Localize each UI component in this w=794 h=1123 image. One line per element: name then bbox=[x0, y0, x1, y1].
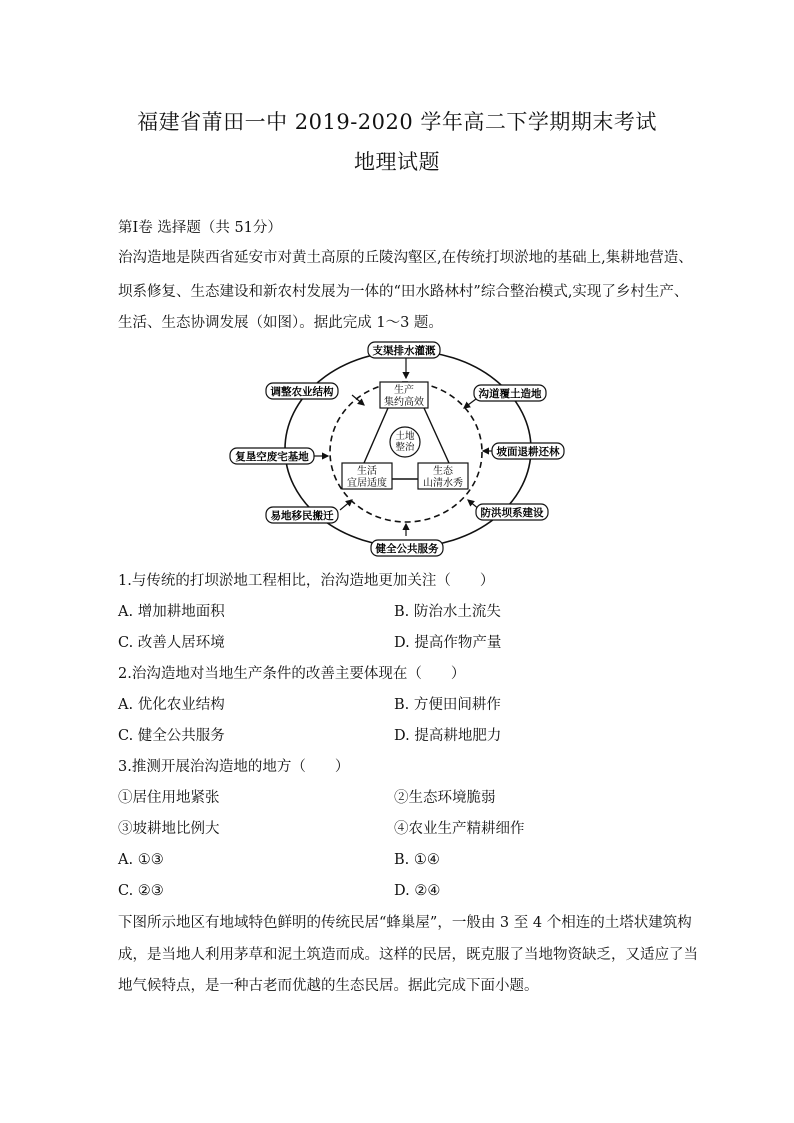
svg-text:宜居适度: 宜居适度 bbox=[347, 478, 387, 489]
label-bottom bbox=[371, 540, 443, 556]
label-right bbox=[492, 443, 564, 459]
question-1-option-d: D. 提高作物产量 bbox=[394, 635, 502, 651]
label-top-right bbox=[474, 385, 546, 401]
question-3-statement-3: ③坡耕地比例大 bbox=[118, 821, 220, 837]
question-2-option-d: D. 提高耕地肥力 bbox=[394, 728, 502, 744]
label-bottom-right bbox=[476, 504, 548, 520]
question-3-statement-1: ①居住用地紧张 bbox=[118, 790, 220, 806]
svg-text:山清水秀: 山清水秀 bbox=[423, 478, 463, 489]
passage1-line-3: 生活、生态协调发展（如图）。据此完成 1～3 题。 bbox=[118, 315, 443, 331]
question-3-option-d: D. ②④ bbox=[394, 883, 441, 899]
question-3-statement-4: ④农业生产精耕细作 bbox=[394, 821, 525, 837]
question-2-option-b: B. 方便田间耕作 bbox=[394, 697, 501, 713]
land-consolidation-diagram bbox=[228, 338, 568, 560]
question-1-option-b: B. 防治水土流失 bbox=[394, 604, 501, 620]
box-production bbox=[380, 382, 428, 408]
svg-text:生态: 生态 bbox=[433, 466, 453, 477]
question-3-option-b: B. ①④ bbox=[394, 852, 440, 868]
svg-text:集约高效: 集约高效 bbox=[384, 397, 424, 408]
question-2-option-c: C. 健全公共服务 bbox=[118, 728, 225, 744]
section-heading: 第Ⅰ卷 选择题（共 51分） bbox=[118, 220, 282, 236]
passage2-line-3: 地气候特点，是一种古老而优越的生态民居。据此完成下面小题。 bbox=[118, 978, 539, 994]
label-top bbox=[368, 342, 440, 358]
label-left bbox=[230, 448, 314, 464]
box-ecology bbox=[418, 463, 468, 489]
svg-text:土地: 土地 bbox=[395, 431, 415, 442]
svg-text:调整农业结构: 调整农业结构 bbox=[270, 386, 334, 398]
exam-subtitle: 地理试题 bbox=[354, 150, 440, 174]
svg-text:复垦空废宅基地: 复垦空废宅基地 bbox=[235, 451, 309, 463]
question-1-option-c: C. 改善人居环境 bbox=[118, 635, 225, 651]
question-1-stem: 1.与传统的打坝淤地工程相比，治沟造地更加关注（ ） bbox=[118, 573, 495, 589]
question-1-option-a: A. 增加耕地面积 bbox=[118, 604, 225, 620]
svg-text:易地移民搬迁: 易地移民搬迁 bbox=[270, 510, 334, 522]
svg-text:支渠排水灌溉: 支渠排水灌溉 bbox=[372, 345, 436, 357]
svg-text:健全公共服务: 健全公共服务 bbox=[375, 543, 439, 555]
center-land-consolidation bbox=[390, 427, 420, 457]
svg-text:沟道覆土造地: 沟道覆土造地 bbox=[478, 388, 542, 400]
label-bottom-left bbox=[266, 507, 338, 523]
question-2-stem: 2.治沟造地对当地生产条件的改善主要体现在（ ） bbox=[118, 666, 466, 682]
passage2-line-2: 成，是当地人利用茅草和泥土筑造而成。这样的民居，既克服了当地物资缺乏，又适应了当 bbox=[118, 947, 698, 963]
question-3-statement-2: ②生态环境脆弱 bbox=[394, 790, 496, 806]
svg-text:防洪坝系建设: 防洪坝系建设 bbox=[480, 507, 544, 519]
question-3-option-c: C. ②③ bbox=[118, 883, 164, 899]
passage2-line-1: 下图所示地区有地域特色鲜明的传统民居“蜂巢屋”，一般由 3 至 4 个相连的土塔状建筑构 bbox=[118, 915, 692, 931]
box-living bbox=[342, 463, 392, 489]
question-3-option-a: A. ①③ bbox=[118, 852, 164, 868]
svg-text:整治: 整治 bbox=[395, 442, 415, 453]
svg-text:生活: 生活 bbox=[357, 466, 377, 477]
question-3-stem: 3.推测开展治沟造地的地方（ ） bbox=[118, 759, 350, 775]
svg-text:坡面退耕还林: 坡面退耕还林 bbox=[496, 446, 560, 458]
passage1-line-2: 坝系修复、生态建设和新农村发展为一体的“田水路林村”综合整治模式,实现了乡村生产、 bbox=[118, 284, 689, 300]
svg-text:生产: 生产 bbox=[394, 385, 414, 396]
label-top-left bbox=[266, 383, 338, 399]
passage1-line-1: 治沟造地是陕西省延安市对黄土高原的丘陵沟壑区,在传统打坝淤地的基础上,集耕地营造、 bbox=[118, 250, 693, 266]
question-2-option-a: A. 优化农业结构 bbox=[118, 697, 225, 713]
exam-title: 福建省莆田一中 2019-2020 学年高二下学期期末考试 bbox=[137, 110, 657, 134]
